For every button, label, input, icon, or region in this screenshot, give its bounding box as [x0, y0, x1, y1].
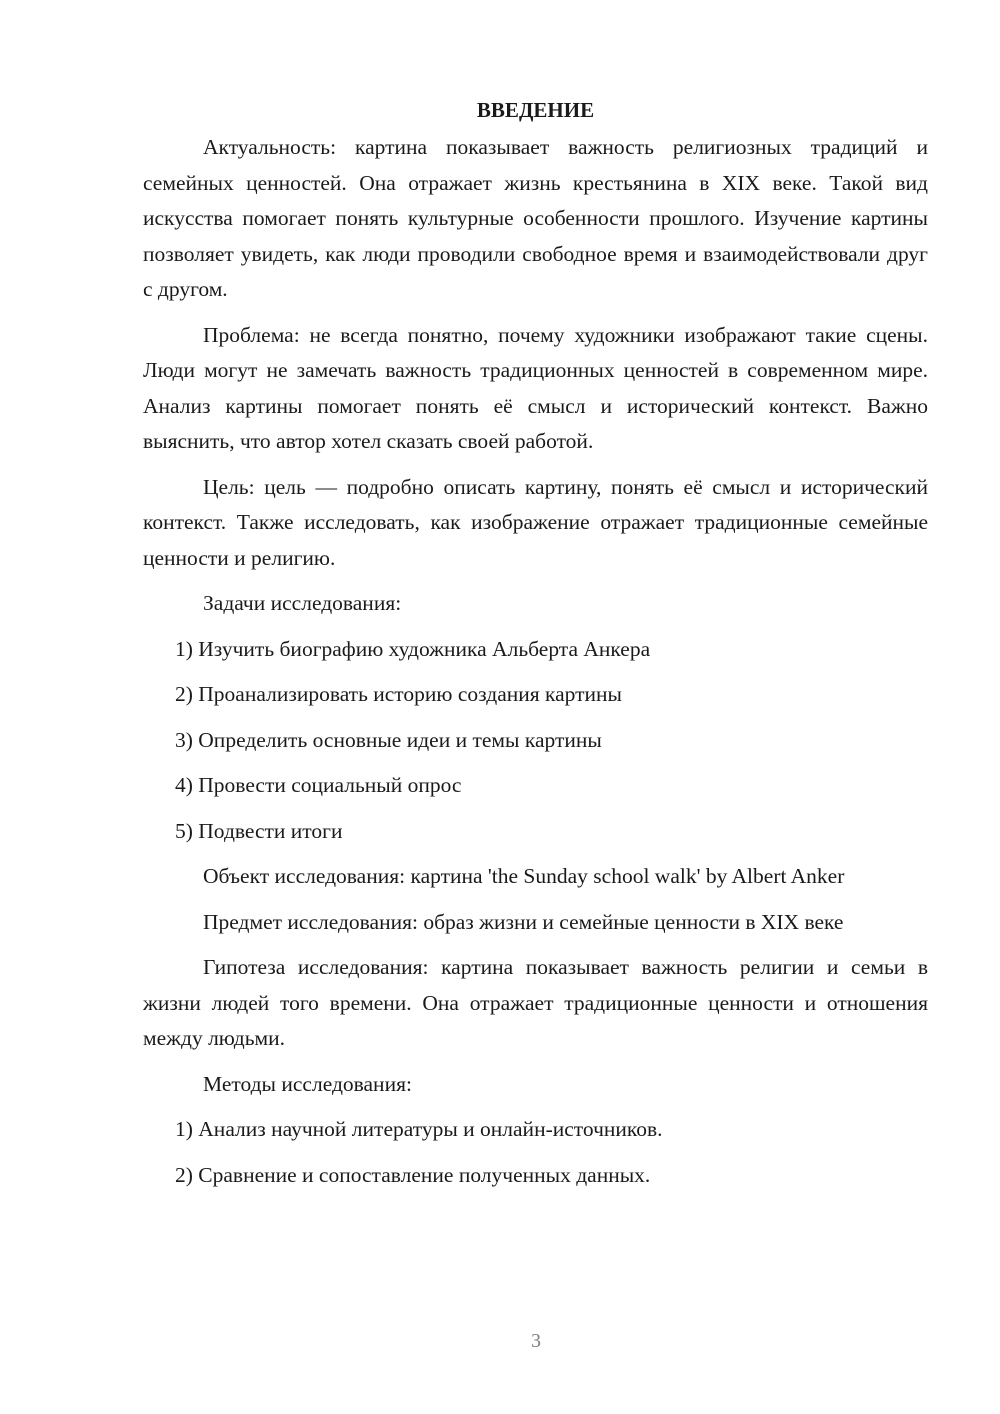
object-paragraph: Объект исследования: картина 'the Sunday school walk' by Albert Anker	[203, 864, 845, 888]
task-item: 4) Провести социальный опрос	[175, 773, 462, 797]
methods-heading: Методы исследования:	[203, 1071, 412, 1096]
method-item: 2) Сравнение и сопоставление полученных данных.	[175, 1162, 651, 1187]
hypothesis-paragraph: Гипотеза исследования: картина показывает важность религии и семьи в жизни людей того времени. Она отражает традиционные ценности и отношения между людьми.	[143, 955, 928, 1050]
task-item: 1) Изучить биографию художника Альберта Анкера	[175, 636, 651, 661]
problem-paragraph: Проблема: не всегда понятно, почему художники изображают такие сцены. Люди могут не замечать важность традиционных ценностей в современном мире. Анализ картины помогает понять её смысл и исторический контекст. Важно выяснить, что автор хотел сказать своей работой.	[143, 322, 928, 453]
task-item: 2) Проанализировать историю создания картины	[175, 682, 622, 706]
page-body	[143, 92, 928, 1203]
task-item: 3) Определить основные идеи и темы картины	[175, 727, 602, 752]
method-item: 1) Анализ научной литературы и онлайн-источников.	[175, 1117, 663, 1141]
goal-paragraph: Цель: цель — подробно описать картину, понять её смысл и исторический контекст. Также исследовать, как изображение отражает традиционные семейные ценности и религию.	[143, 474, 928, 570]
section-title: ВВЕДЕНИЕ	[476, 98, 595, 122]
tasks-heading: Задачи исследования:	[203, 591, 402, 615]
subject-paragraph: Предмет исследования: образ жизни и семейные ценности в XIX веке	[203, 909, 844, 934]
relevance-paragraph: Актуальность: картина показывает важность религиозных традиций и семейных ценностей. Она отражает жизнь крестьянина в XIX веке. Такой вид искусства помогает понять культурные особенности прошлого. Изучение картины позволяет увидеть, как люди проводили свободное время и взаимодействовали друг с другом.	[143, 135, 928, 301]
task-item: 5) Подвести итоги	[175, 818, 343, 843]
page-number: 3	[531, 1330, 541, 1352]
